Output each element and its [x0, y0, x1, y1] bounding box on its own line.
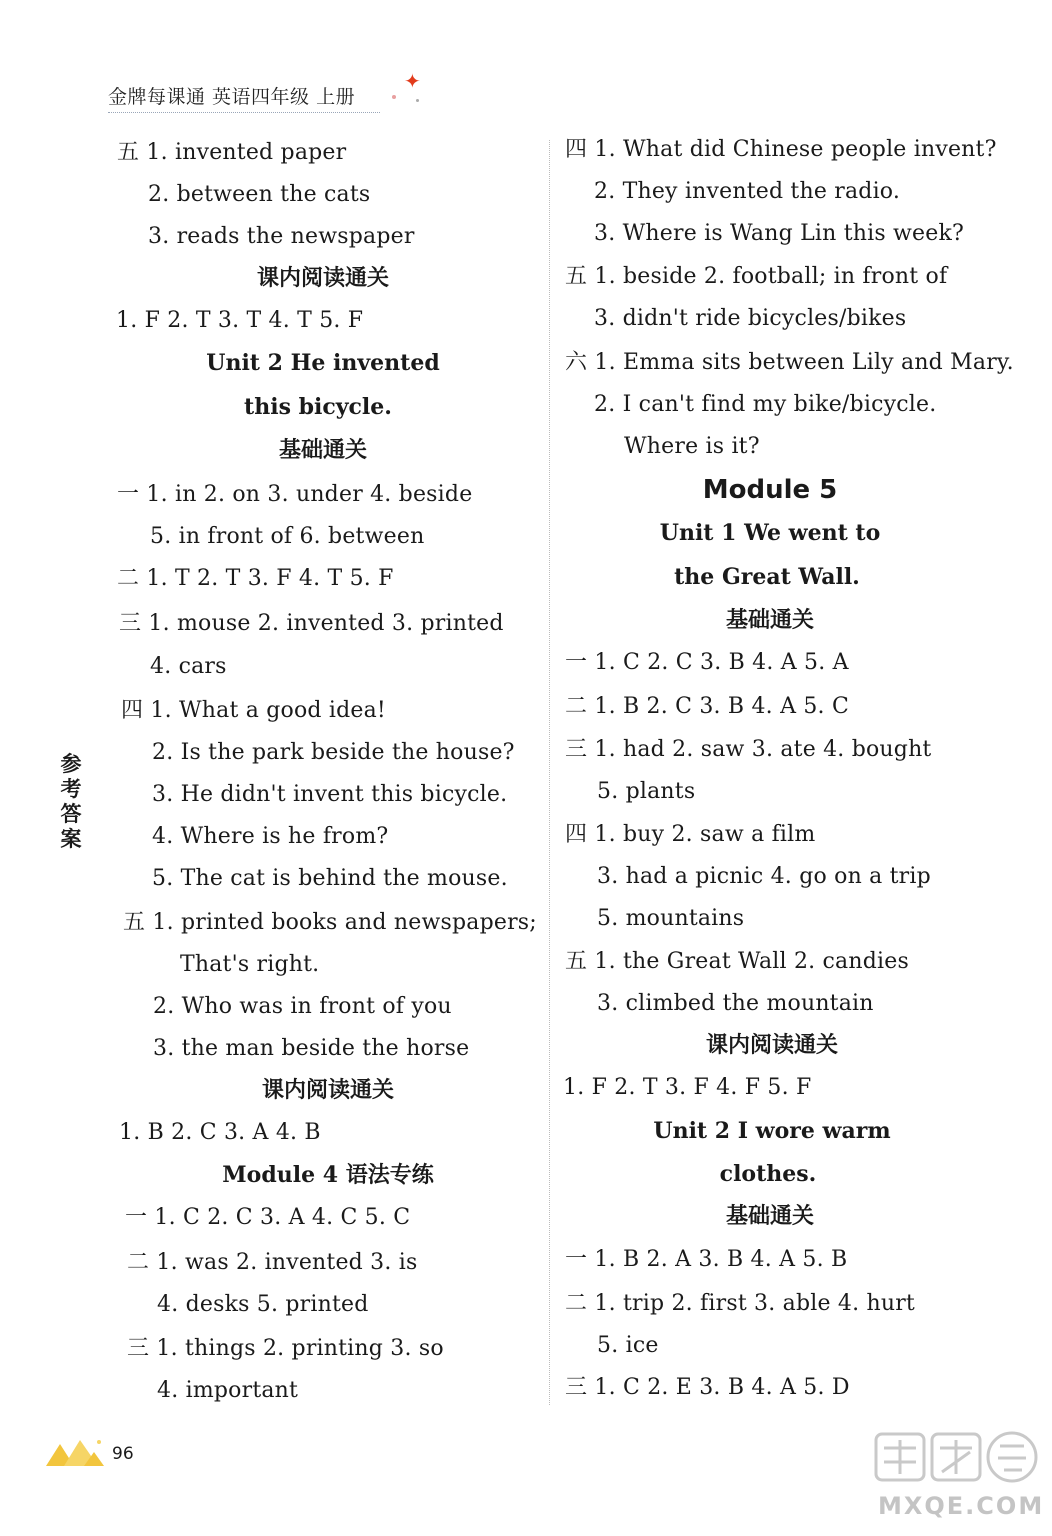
answer-line: 4. Where is he from?: [152, 824, 389, 849]
answer-line: 二 1. trip 2. first 3. able 4. hurt: [565, 1291, 915, 1316]
answer-line: 六 1. Emma sits between Lily and Mary.: [565, 350, 1014, 375]
section-heading: 基础通关: [278, 438, 368, 463]
side-label: 参考答案: [60, 752, 82, 851]
answer-line: 三 1. C 2. E 3. B 4. A 5. D: [565, 1375, 850, 1400]
answer-line: 1. F 2. T 3. T 4. T 5. F: [116, 308, 364, 333]
section-heading: 基础通关: [725, 1204, 815, 1229]
answer-line: 二 1. T 2. T 3. F 4. T 5. F: [117, 566, 394, 591]
answer-line: 一 1. in 2. on 3. under 4. beside: [117, 482, 473, 507]
answer-line: 3. the man beside the horse: [153, 1036, 470, 1061]
section-heading: this bicycle.: [244, 394, 392, 420]
answer-line: 二 1. B 2. C 3. B 4. A 5. C: [565, 694, 849, 719]
answer-line: 5. mountains: [597, 906, 745, 931]
answer-line: 5. in front of 6. between: [150, 524, 425, 549]
answer-line: 4. cars: [150, 654, 227, 679]
watermark-logo: [870, 1426, 1050, 1526]
answer-line: 2. I can't find my bike/bicycle.: [594, 392, 937, 417]
answer-line: 三 1. mouse 2. invented 3. printed: [119, 611, 504, 636]
star-icon: ✦: [404, 69, 421, 93]
column-divider: [549, 140, 550, 1405]
answer-line: 一 1. C 2. C 3. A 4. C 5. C: [125, 1205, 411, 1230]
answer-line: 3. didn't ride bicycles/bikes: [594, 306, 907, 331]
answer-line: That's right.: [180, 952, 320, 977]
answer-line: 2. Who was in front of you: [153, 994, 452, 1019]
answer-line: 3. He didn't invent this bicycle.: [152, 782, 508, 807]
section-heading: Unit 2 He invented: [206, 350, 440, 376]
section-heading: 课内阅读通关: [705, 1033, 839, 1058]
answer-line: 四 1. What did Chinese people invent?: [565, 137, 997, 162]
answer-line: 三 1. had 2. saw 3. ate 4. bought: [565, 737, 932, 762]
answer-line: 三 1. things 2. printing 3. so: [127, 1336, 444, 1361]
answer-line: 2. between the cats: [148, 182, 371, 207]
answer-line: 3. Where is Wang Lin this week?: [594, 221, 965, 246]
answer-line: 五 1. the Great Wall 2. candies: [565, 949, 909, 974]
answer-line: 四 1. buy 2. saw a film: [565, 822, 816, 847]
answer-line: 5. plants: [597, 779, 696, 804]
section-heading: the Great Wall.: [674, 564, 860, 590]
answer-line: 五 1. printed books and newspapers;: [123, 910, 537, 935]
answer-line: 4. important: [157, 1378, 299, 1403]
answer-line: 二 1. was 2. invented 3. is: [127, 1250, 418, 1275]
answer-line: 一 1. B 2. A 3. B 4. A 5. B: [565, 1247, 848, 1272]
answer-line: 3. reads the newspaper: [148, 224, 415, 249]
answer-line: 1. F 2. T 3. F 4. F 5. F: [563, 1075, 812, 1100]
section-heading: clothes.: [719, 1161, 817, 1187]
section-heading: 基础通关: [725, 608, 815, 633]
answer-line: 3. climbed the mountain: [597, 991, 874, 1016]
page-number: 96: [112, 1444, 134, 1464]
answer-line: 2. Is the park beside the house?: [152, 740, 515, 765]
section-heading: Unit 1 We went to: [659, 520, 881, 546]
answer-line: 2. They invented the radio.: [594, 179, 901, 204]
svg-text:MXQE.COM: MXQE.COM: [878, 1492, 1045, 1520]
section-heading: Module 4 语法专练: [222, 1162, 434, 1188]
dot-icon: [392, 95, 396, 99]
answer-line: 5. ice: [597, 1333, 659, 1358]
answer-line: 五 1. invented paper: [117, 140, 347, 165]
answer-line: 五 1. beside 2. football; in front of: [565, 264, 948, 289]
dot-icon: [416, 99, 419, 102]
module-title: Module 5: [702, 475, 838, 505]
section-heading: 课内阅读通关: [261, 1078, 395, 1103]
book-title: 金牌每课通 英语四年级 上册: [108, 86, 356, 108]
answer-line: 3. had a picnic 4. go on a trip: [597, 864, 931, 889]
header-divider: [108, 112, 380, 113]
answer-line: 4. desks 5. printed: [157, 1292, 369, 1317]
answer-line: 5. The cat is behind the mouse.: [152, 866, 508, 891]
answer-line: 四 1. What a good idea!: [121, 698, 386, 723]
mountain-icon: [44, 1436, 106, 1470]
section-heading: 课内阅读通关: [256, 266, 390, 291]
answer-line: 1. B 2. C 3. A 4. B: [119, 1120, 321, 1145]
answer-line: Where is it?: [624, 434, 760, 459]
section-heading: Unit 2 I wore warm: [653, 1118, 891, 1144]
answer-line: 一 1. C 2. C 3. B 4. A 5. A: [565, 650, 849, 675]
